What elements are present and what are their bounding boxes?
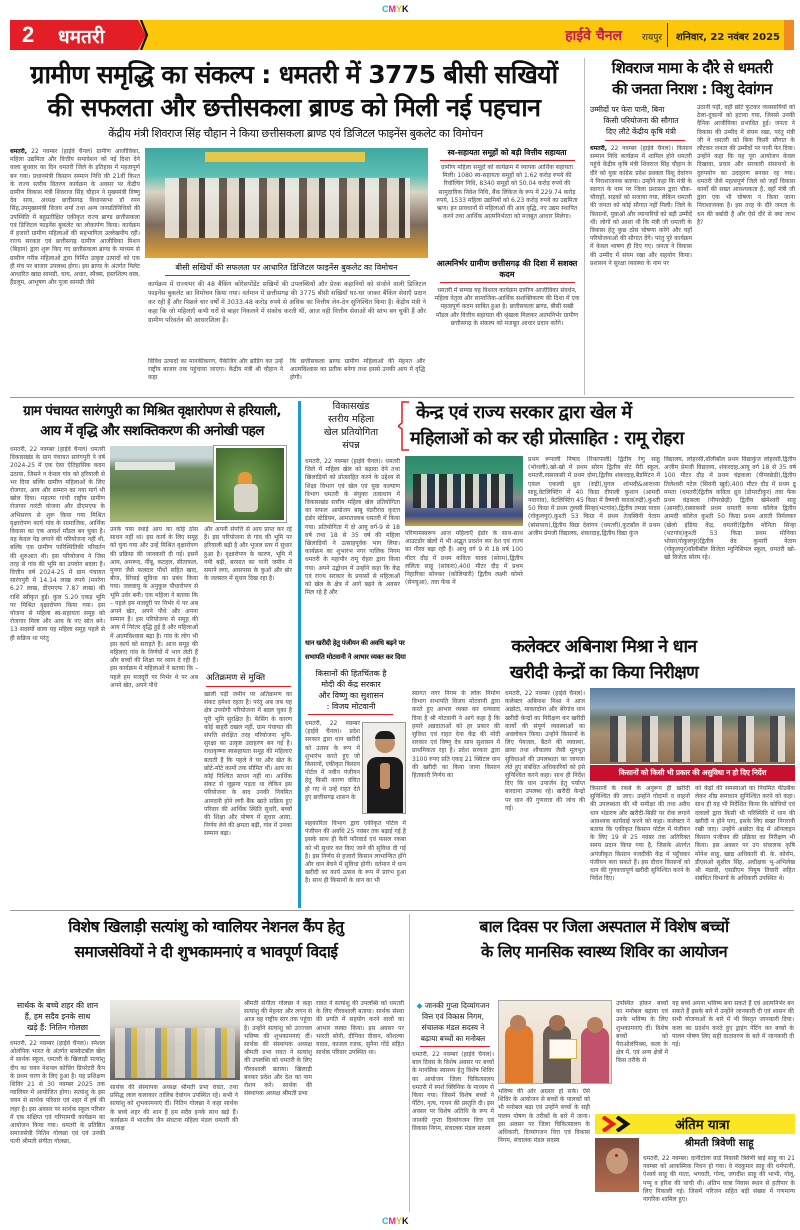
masthead-orange-tab	[784, 20, 794, 50]
story3-body-col1: धमतरी, 22 नवम्बर (हाईवे चैनल) धमतरी विकासखंड के ग्राम पंचायत सारंगपुरी ने वर्ष 2024-25 में एक ऐसा ऐतिहासिक कदम उठाया, जिसने न केवल गांव को हरियाली से भर दिया बल्कि ग्रामीण महिलाओं के लिए रोजगार, आय और सम्मान का नया मार्ग भी खोल दिया। महात्मा गांधी राष्ट्रीय ग्रामीण रोजगार गारंटी योजना और डीएमएफ के अभिसरण से शुरू किया गया मिश्रित वृक्षारोपण कार्य गांव के सामाजिक, आर्थिक विकास का एक आदर्श मॉडल बन चुका है। यह केवल पेड़ लगाने की परियोजना नहीं थी, बल्कि एक ग्रामीण पारिस्थितिकी परिवर्तन की शुरुआत थी। इस परियोजना ने जिस तरह से गांव की भूमि का उपयोग बदला है। वित्तीय वर्ष 2024-25 में ग्राम पंचायत सारंगपुरी में 14.14 लाख रुपये (मनरेगा 6.27 लाख, डीएमएफ 7.87 लाख) की राशि स्वीकृत हुई। कुल 5.20 एकड़ भूमि पर मिश्रित वृक्षारोपण किया गया। इस योजना से महिला स्व-सहायता समूह को रोजगार मिला और आय के नए स्रोत बने। 13 सदस्यों वाला यह महिला समूह पहले से ही सक्रिय था परंतु	[10, 446, 105, 642]
story5-headline: धान खरीदी हेतु पंजीयन की अवधि बढ़ने पर सभापति मोटवानी ने आभार व्यक्त कर दिया	[305, 639, 406, 661]
story6-headline: कलेक्टर अबिनाश मिश्रा ने धान खरीदी केन्द्रों का किया निरीक्षण	[509, 637, 699, 683]
story1-subheadline: केंद्रीय मंत्री शिवराज सिंह चौहान ने किया छत्तीसकला ब्राण्ड एवं डिजिटल फाइनेंस बुकलेट का विमोचन	[108, 127, 483, 140]
story5-portrait	[362, 722, 406, 814]
story4-body-left: धमतरी, 22 नवम्बर (हाईवे चैनल)। धमतरी जिले में महिला खेल को बढ़ावा देने तथा खिलाड़ियों को प्रोत्साहित करने के उद्देश्य से शिक्षा विभाग एवं खेल एवं युवा कल्याण विभाग धमतरी के संयुक्त तत्वाधान में विकासखंड स्तरीय महिला खेल प्रतियोगिता का सफल आयोजन बाबू पंडरीराव कृदत्त इंडोर स्टेडियम, आमातालाब धमतरी में किया गया। प्रतियोगिता में दो आयु वर्ग-9 से 18 वर्ष तथा 18 से 35 वर्ष की महिला खिलाड़ियों ने उत्साहपूर्वक भाग लिया। कार्यक्रम का शुभारंभ नगर पालिक निगम धमतरी के महापौर रामू रोहरा द्वारा किया गया। अपने उद्बोधन में उन्होंने कहा कि केंद्र एवं राज्य सरकार के प्रयासों से महिलाओं को खेल के क्षेत्र में आगे बढ़ने के अवसर मिल रहे हैं और	[305, 458, 400, 597]
cmyk-mark-bottom: CMYK	[382, 1216, 409, 1226]
double-chevron-icon	[601, 1116, 641, 1132]
story2-headline: शिवराज मामा के दौरे से धमतरी की जनता निराश : विशु देवांगन	[611, 59, 773, 98]
obituary-banner	[595, 1114, 795, 1134]
cmyk-mark-top: CMYK	[382, 4, 409, 14]
story8-body-bottom: भविष्य की ओर अग्रसर हो सके। ऐसे शिविर के आयोजन से बच्चों के पालकों को भी मनोबल बढ़ा एवं उन्होंने बच्चों के सही पालन पोषण के तरीकों के बारे में जाना। इस अवसर पर जिला चिकित्सालय के अधिकारी, दिव्यांगजन वित्त एवं विकास निगम, संचालक मंडल सदस्य	[498, 1088, 590, 1145]
obituary-portrait	[595, 1138, 639, 1192]
story1-sidehead2: आत्मनिर्भर ग्रामीण छत्तीसगढ़ की दिशा में सशक्त कदम	[436, 259, 578, 279]
story7-body-col4: रावत ने सत्यांशु की उपलब्धि को धमतरी के लिए गौरवशाली बताया। सार्थक संस्था की प्रगति में सहयोग करने वालों का आभार व्यक्त किया। इस अवसर पर भारती सोनी, दीपिका दीवान, कौशल्या यादव, काजल रजक, सुनैना गोंडे सहित सार्थक परिवार उपस्थित था।	[316, 1000, 404, 1057]
story5-body-right: स्वागत नगर निगम के लोक निर्माण विभाग सभापति विजय मोटवानी द्वारा करते हुए आभार व्यक्त कर धन्यवाद दिया है श्री मोटवानी ने आगे कहा है कि हमारे अन्नदाताओं को हर प्रकार की सुविधा एवं राहत देना केंद्र की मोदी सरकार एवं विष्णु देव साय सुशासन में प्राथमिकता रहा है। प्रदेश सरकार द्वारा 3100 रुपए प्रति एकड़ 21 क्विंटल धान की खरीदी का किया जाना किसान हितकारी निर्णय का	[412, 690, 500, 780]
story7-photo	[110, 1000, 240, 1080]
story4-kicker: विकासखंड स्तरीय महिला खेल प्रतियोगिता संपन्न	[323, 401, 379, 451]
story6-photo-caption: किसानों को किसी भी प्रकार की असुविधा न हो दिए निर्देश	[590, 765, 795, 781]
story8-photo	[498, 1000, 612, 1084]
story1-body-col1: धमतरी, 22 नवम्बर (हाईवे चैनल) ग्रामीण आजीविका, महिला उद्यमिता और वित्तीय समावेशन को नई दिशा देने वाला बुधवार का दिन धमतरी जिले के इतिहास में महत्वपूर्ण बन गया। प्रधानमंत्री किसान सम्मान निधि की 21वीं किश्त के राज्य स्तरीय वितरण कार्यक्रम के अवसर पर केंद्रीय ग्रामीण विकास मंत्री शिवराज सिंह चौहान ने मुख्यमंत्री विष्णु देव साय, अध्यक्ष छत्तीसगढ़ विधानसभा डॉ रमन सिंह,उपमुख्यमंत्री विजय शर्मा तथा अन्य जनप्रतिनिधियों की उपस्थिति में बहुप्रतीक्षित एकीकृत राज्य ब्राण्ड छत्तीसकला एवं डिजिटल फाइनेंस बुकलेट का लोकार्पण किया। कार्यक्रम में हजारों ग्रामीण महिलाओं की सहभागिता उल्लेखनीय रही। राज्य सरकार एवं छत्तीसगढ़ ग्रामीण आजीविका मिशन (बिहान) द्वारा शुरू किए गए छत्तीसकला ब्राण्ड के माध्यम से ग्रामीण गरीब महिलाओं द्वारा निर्मित उत्कृष्ट उत्पादों को एक ही मंच पर बाजार उपलब्ध होगा। इस ब्राण्ड के अंतर्गत मिलेट आधारित खाद्य सामग्री, चाय, अचार, स्नैक्स, हस्तशिल्प वस्त्र, हैंडलूम, आभूषण और पूजा सामग्री जैसे	[10, 148, 140, 287]
story7-body-col1: धमतरी, 22 नवम्बर (हाईवे चैनल)। स्पेशल ओलंपिक भारत के अंतर्गत बास्केटबॉल खेल में सार्थक स्कूल, धमतरी के खिलाड़ी सत्यांशु दीप का चयन नेशनल कोचिंग प्रिपरेटरी कैंप के प्रथम चरण के लिए हुआ है। यह प्रशिक्षण शिविर 21 से 30 नवम्बर 2025 तक ग्वालियर में आयोजित होगा। सत्यांशु के इस चयन से सार्थक परिवार एवं शहर में हर्ष की लहर है। इस अवसर पर सार्थक स्कूल परिसर में एक संक्षिप्त एवं गरिमामयी कार्यक्रम का आयोजन किया गया। धमतरी के प्रतिष्ठित समाजसेवी नितिन गोलछा एवं एवं उनकी पत्नी श्रीमती संगीता गोलछा,	[10, 1040, 105, 1146]
story3-photo-field	[110, 446, 213, 522]
story4-photo	[405, 456, 523, 526]
story6-photo	[590, 688, 795, 764]
bullet-icon: ◆	[416, 1001, 423, 1010]
story8-body-left: धमतरी, 22 नवम्बर (हाईवे चैनल)। बाल दिवस के विशेष अवसर पर बच्चों के मानसिक स्वास्थ्य हेतु विशेष शिविर का आयोजन जिला चिकित्सालय धमतरी में स्पर्श क्लिनिक के माध्यम से किया गया। जिसमें विशेष बच्चों ने पेंटिंग, नृत्य, गायन की प्रस्तुति दी। इस अवसर पर विशेष अतिथि के रूप में जानकी गुप्ता दिव्यांगजन वित्त एवं विकास निगम, संचालक मंडल सदस्य	[412, 1051, 494, 1132]
story3-body-col3-bottom: खाली पड़ी जमीन पर अतिक्रमण का संकट हमेशा रहता है। परंतु अब जब यह क्षेत्र उपयोगी परियोजना में बदल चुका है पूरी भूमि सुरक्षित है। फेंसिंग के कारण कोई बाहरी दखल नहीं, ग्राम पंचायत की संपत्ति संरक्षित तरह परियोजना भूमि-सुरक्षा का उत्कृष्ट उदाहरण बन गई है। राधाकृष्णा स्वसहायता समूह की महिलाएं बताती हैं कि पहले वे घर और खेत के छोटे-मोटे कामों तक सीमित थीं। आय का कोई निश्चित साधन नहीं था। आर्थिक संकट से जूझना पड़ता था लेकिन इस परियोजना के बाद उनकी नियमित आमदनी होने लगी बैंक खाते सक्रिय हुए परिवार की आर्थिक स्थिति सुधरी, बच्चों की शिक्षा और पोषण में सुधार आया, निर्णय लेने की क्षमता बढ़ी, गांव में उनका सम्मान बढ़ा।	[204, 691, 292, 838]
story1-photo	[145, 148, 428, 258]
story7-body-col3: श्रीमती संगीता गोलछा ने कहा सत्यांशु की मेहनत और लगन से आज वह राष्ट्रीय स्तर तक पहुंचा है। उन्होंने सत्यांशु को उज्ज्वल भविष्य की शुभकामनाएं दीं। सार्थक की संस्थापक अध्यक्ष श्रीमती प्रभा रावत ने सत्यांशु की उपलब्धि को धमतरी के लिए गौरवशाली बताया। खिलाड़ी बनकर प्रदेश और देश का नाम रोशन करें। सार्थक की संस्थापक अध्यक्ष श्रीमती प्रभा	[244, 1000, 312, 1098]
section-title: धमतरी	[58, 26, 105, 48]
story1-headline: ग्रामीण समृद्धि का संकल्प : धमतरी में 3775 बीसी सखियों की सफलता और छत्तीसकला ब्राण्ड को मिली नई पहचान	[30, 60, 558, 122]
story3-headline: ग्राम पंचायत सारंगपुरी का मिश्रित वृक्षारोपण से हरियाली, आय में वृद्धि और सशक्तिकरण की अनोखी पहल	[23, 403, 281, 439]
edition-city: रायपुर	[641, 33, 662, 43]
story7-headline: विशेष खिलाड़ी सत्यांशु को ग्वालियर नेशनल कैंप हेतु समाजसेवियों ने दी शुभकामनाएं व भावपूर्ण विदाई	[68, 917, 344, 961]
obituary-title: अंतिम यात्रा	[675, 1118, 730, 1133]
column-divider	[298, 401, 301, 908]
page-number: 2	[22, 22, 35, 47]
story8-headline: बाल दिवस पर जिला अस्पताल में विशेष बच्चों के लिए मानसिक स्वास्थ्य शिविर का आयोजन	[479, 917, 729, 961]
story2-deck: उम्मीदों पर फेरा पानी, बिना किसी परियोजना की सौगात दिए लौटे केंद्रीय कृषि मंत्री	[590, 105, 679, 136]
story6-body-left: धमतरी, 22 नवम्बर (हाईवे चैनल)। कलेक्टर अबिनाश मिश्रा ने आज अछोटा, माकरदोना और बेरेगांव धान खरीदी केन्द्रों का निरीक्षण कर खरीदी कार्यों की संपूर्ण व्यवस्थाओं का अवलोकन किया। उन्होंने किसानों के लिए पेयजल, बैठने की व्यवस्था, छाया तथा शौचालय जैसी मूलभूत सुविधाओं की उपलब्धता का जायजा लेते हुए संबंधित अधिकारियों को इसे सुनिश्चित करने कहा। साथ ही निर्देश दिए कि धान उपार्जन हेतु पर्याप्त बारदाना उपलब्ध रहे। खरीदी केन्द्रों पर धान की गुणवत्ता की जांच की गई।	[505, 690, 585, 812]
story6-body-col2: किसानों के रकबे के अनुरूप ही खरीदी सुनिश्चित की जाए। उन्होंने गोदामों व वाहनों की उपलब्धता की भी समीक्षा की तथा अवैध धान भंडारण और खरीदी-बिक्री पर रोक लगाने आवश्यक कार्यवाई करने को कहा। कलेक्टर ने बताया कि एकीकृत किसान पोर्टल में पंजीयन के लिए 19 से 25 नवंबर तक अतिरिक्त समय प्रदान किया गया है, जिसके अंतर्गत अपंजीकृत किसान नजदीकी केंद्र में पहुँचकर पंजीयन करा सकते हैं। इस दौरान किसानों को धान की गुणवत्तापूर्ण खरीदी सुनिश्चित करने के निर्देश दिए।	[590, 785, 690, 883]
obituary-name: श्रीमती त्रिवेणी साहू	[684, 1138, 754, 1149]
chevron-right-icon	[140, 20, 148, 50]
story7-body-col2: सार्थक की संस्थापक अध्यक्ष श्रीमती प्रभा रावत, तथा प्रसिद्ध लाल कलाकार तालिब देवांगन उपस्थित रहे। सभी ने सत्यांशु को शुभकामनाएं दीं। नितिन गोलछा ने कहा सार्थक के बच्चे शहर की शान हैं हम सदैव इनके साथ खड़े हैं। कार्यक्रम में भारतीय जैन संघटना महिला मंडल धमतरी की अध्यक्ष	[110, 1084, 238, 1133]
story2-body-left: धमतरी, 22 नवम्बर (हाईवे चैनल)। किसान सम्मान निधि कार्यक्रम में शामिल होने धमतरी पहुंचे केंद्रीय कृषि मंत्री शिवराज सिंह चौहान के दौरे को युवा कांग्रेस प्रदेश प्रवक्ता विशु देवांगन ने निराशाजनक बताया। उन्होंने कहा कि मंत्री के स्वागत के नाम पर जिला प्रशासन द्वारा चौक-चौराहों, सड़कों को सजाया गया, लेकिन धमतरी की जनता को कोई सौगात नहीं मिली। जिले के किसानों, युवाओं और व्यापारियों को बड़ी उम्मीदें थीं। लोगों को आशा थी कि मंत्री जी धमतरी के विकास हेतु कुछ ठोस घोषणा करेंगे और यहाँ परियोजनाओं की सौगात देंगे। परंतु पूरे कार्यक्रम में केवल भाषण ही दिए गए। जनता ने विकास की उम्मीद में संयम रखा और सहयोग किया। प्रशासन ने सुरक्षा व्यवस्था के नाम पर	[590, 145, 692, 267]
story1-photo-caption: बीसी सखियों की सफलता पर आधारित डिजिटल फाइनेंस बुकलेट का विमोचन	[175, 263, 398, 272]
story3-subhead: अतिक्रमण से मुक्ति	[206, 673, 266, 683]
kicker-bracket	[398, 400, 410, 452]
masthead	[10, 20, 794, 50]
story6-body-col3: को केंद्रों की समस्याओं का नियमित फीडबैक लेकर शीघ्र समाधान सुनिश्चित करने को कहा। साथ ही यह भी निर्देशित किया कि कोचियों एवं दलालों द्वारा किसी भी परिस्थिति में धान की खरीदी न होने पाए, इसके लिए सख्त निगरानी रखी जाए। उन्होंने अछोटा केंद्र में ऑनलाइन किसान पंजीयन की प्रक्रिया का निरीक्षण भी किया। इस अवसर पर उप संचालक कृषि मोनेश साहू, खाद्य अधिकारी बी. के. कोर्राम, डीएसओ सुशील सिंह, अधीक्षक भू-अभिलेख श्री मंडावी, एसडीएम पियूष तिवारी सहित संबंधित विभागों के अधिकारी उपस्थित थे।	[695, 785, 795, 883]
story3-body-col2: उनके पास स्थाई आय का कोई ठोस साधन नहीं था। इस कार्य के लिए समूह को चुना गया और उन्हें मिश्रित वृक्षारोपण की प्रक्रिया की जानकारी दी गई। इसमें आम, अमरूद, नींबू, कटहल, सीताफल, मुनगा जैसे फलदार पौधों सहित खाद, बीज, सिंचाई सुविधा का प्रबंध किया गया। जलवायु के अनुकूल पौधारोपण से भूमि उर्वर बनी। एक महिला ने बताया कि – पहले हम मजदूरी पर निर्भर थे पर अब अपने खेत, अपने पौधे और अपना सम्मान है। इस परियोजना से समूह की आय में निरंतर वृद्धि हुई है और महिलाओं में आत्मविश्वास बढ़ा है। गांव के लोग भी इस कार्य को सराहते हैं। आज समूह की महिलाएं गांव के निर्णयों में भाग लेती हैं और बच्चों की शिक्षा पर ध्यान दे रही हैं। इस कार्यक्रम में महिलाओं ने बताया कि – पहले हम मजदूरी पर निर्भर थे पर अब अपने खेत, अपने पौधे	[110, 526, 198, 689]
story5-body-left: धमतरी, 22 नवम्बर (हाईवे चैनल)। प्रदेश सरकार द्वारा धान खरीदी को उत्सव के रूप में शुभारंभ करते हुए जो किसानों, एकीकृत किसान पोर्टल में नवीन पंजीयन हेतु किसी कारण वंचित हो गए थे उन्हें राहत देते हुए छत्तीसगढ़ शासन के	[305, 720, 360, 801]
story5-body-bottom: सहकारिता विभाग द्वारा एकीकृत पोर्टल में पंजीयन की अवधि 25 नवंबर तक बढ़ाई गई है इसके साथ ही कैरी फॉरवार्ड एवं फसल रकबा को भी सुधार कर किए जाने की सुविधा दी गई है। इस निर्णय से हजारों किसान लाभान्वित होंगे और धान बेचने में सुविधा होगी। वर्तमान में धान खरीदी का कार्य उत्सव के रूप में प्रारंभ हुआ है। साथ ही किसानों के धान का भी	[305, 820, 406, 885]
story1-body-bottom-right: कि छत्तीसकला ब्राण्ड ग्रामीण महिलाओं की मेहनत और आत्मविश्वास का प्रतीक बनेगा तथा इससे उनकी आय में वृद्धि होगी।	[290, 358, 425, 382]
story1-sidebody1: ग्रामीण महिला समूहों को कार्यक्रम में व्यापक आर्थिक सहायता मिली। 1080 स्व-सहायता समूहों को 1.62 करोड़ रुपये की रिवॉल्विंग निधि, 8340 समूहों को 50.04 करोड़ रुपये की सामुदायिक निवेश निधि, बैंक लिंकेज के रूप में 229.74 करोड़ रुपये, 1533 महिला उद्यमियों को 6.23 करोड़ रुपये का उद्यमिता ऋण। इन प्रावधानों से महिलाओं की आय वृद्धि, नए उद्यम स्थापित करने तथा आर्थिक आत्मनिर्भरता को मजबूत आधार मिलेगा।	[436, 164, 578, 221]
story8-deck: ◆ जानकी गुप्ता दिव्यांगजन वित्त एवं विकास निगम, संचालक मंडल सदस्य ने बढ़ाया बच्चों का मनोबल	[416, 1001, 490, 1043]
story8-body-col2: उपस्थित होकर बच्चों का मनोबल बढ़ाया एवं उनके भविष्य के लिए शुभकामनाएं दीं। विशेष बच्चों को पैराओलंपिक्स, कला के क्षेत्र में, एवं अन्य क्षेत्रों में किस तरीके से	[616, 1000, 668, 1065]
story5-deck: किसानों की हितचिंतक है मोदी की केंद्र सरकार और विष्णु का सुशासन : विजय मोटवानी	[315, 669, 387, 711]
story3-photo-worker	[214, 446, 286, 522]
story4-headline: केन्द्र एवं राज्य सरकार द्वारा खेल में महिलाओं को कर रही प्रोत्साहित : रामू रोहरा	[410, 402, 684, 449]
story4-body-col3: प्रथम रूपाली निषाद (रिकापाली) द्वितीय रेणु साहू (भोथली),खो-खो में प्रथम सोरम द्वितीय सेंट मैरी स्कूल, धमतरी,रस्साकसी में प्रथम दोमा,द्वितीय शंकरदाह,बैडमिंटन में एकल एकल्वी ध्रुव (रुद्री),युगल शांभवी&आराध्या साहू,वेटलिफ्टिंग में 40 किग्रा दीपाली कुशान (आमदी नवागांव), वेटलिफ्टिंग 45 किग्रा में वैष्णवी यादव(रुद्री),कुश्ती 50 किग्रा में प्रथम तुलसी सिन्हा(भटगांव),द्वितीय तमन्ना यादव (गोकुलपुर),कुश्ती 53 किग्रा में प्रथम तेजस्विनी नेताम (बांसपारा),द्वितीय विद्या देवांगन (धमतरी),फुटबॉल में प्रथम अजीम प्रेमजी विद्यालय, शंकरदाह,द्वितीय विद्या कुंज	[528, 456, 660, 537]
story8-body-col3: यह बच्चे अपना भविष्य बना सकते हैं एवं आत्मनिर्भर बन सकते हैं इसके बारे में उन्होंने जानकारी दी एवं शासन की सभी योजनाओं के बारे में भी विस्तृत जानकारी दिया। कला का प्रदर्शन करते हुए ड्राइंग पेंटिंग कर बच्चों के पालन पोषण लिए सही वातावरण के बारे में जानकारी दी गई।	[672, 1000, 794, 1049]
obituary-body: धमतरी, 22 नवम्बर। दानीटोला वार्ड निवासी त्रिवेणी बाई साहू का 21 नवम्बर को आकस्मिक निधन हो गया। वे नंदकुमार साहू की धर्मपत्नी, ऐश्वर्य साहू की माता, भगवती, गोन्द, जगदीश साहू की भाभी, गोलू, पप्पू व हरिश की चाची थी। अंतिम यात्रा निवास स्थान से हतीपार के लिए निकाली गई। जिसमें परिजन सहित बड़ी संख्या में गणमान्य नागरिक शामिल हुए।	[643, 1155, 795, 1204]
story4-body-mid: परिणामस्वरूप आज महिलाएँ इंडोर के साथ-साथ आउटडोर खेलों में भी अद्भुत प्रदर्शन कर देश एवं राज्य का गौरव बढ़ा रही हैं। आयु वर्ग 9 से 18 वर्ष 100 मीटर दौड़ में प्रथम कविता यादव (सोरम),द्वितीय ललिता साहू (सांकरा),400 मीटर दौड़ में प्रथम निहारिका सोनकर (कोलियारी) द्वितीय लक्ष्मी कोमरे (सेनचुआ), तवा फेंक में	[405, 530, 523, 587]
story3-body-col3-top: और अपनी संपत्ति से आय प्राप्त कर रहे हैं। इस परियोजना से गांव की भूमि पर हरियाली बढ़ी है और भूजल स्तर में सुधार हुआ है। वृक्षारोपण के कारण, भूमि में नमी बढ़ी, बरसात का पानी जमीन में समाने लगा, आसपास के कुओं और बोर के जलस्तर में सुधार दिख रहा है।	[204, 526, 292, 583]
story7-deck: सार्थक के बच्चे शहर की शान हैं, हम सदैव इनके साथ खड़े हैं: नितिन गोलछा	[16, 1001, 99, 1032]
brand-logo: हाईवे चैनल	[565, 28, 622, 44]
story1-body-bottom-left: विविध उत्पादों का मानकीकरण, पैकेजिंग और ब्रांडिंग कर उन्हें राष्ट्रीय बाजार तक पहुंचाया जाएगा। केंद्रीय मंत्री श्री चौहान ने कहा	[148, 358, 283, 382]
story1-sidehead1: स्व-सहायता समूहों को बड़ी वित्तीय सहायता	[447, 148, 567, 157]
issue-date: शनिवार, 22 नवंबर 2025	[675, 32, 780, 43]
story1-body-center: कार्यक्रम में राज्यभर की 48 बैंकिंग कोरेसपोंडेंट सखियों की उपलब्धियों और प्रेरक कहानियों को संजोने वाली डिजिटल फाइनेंस बुकलेट का विमोचन किया गया। वर्तमान में छत्तीसगढ़ की 3775 बीसी सखियाँ घर-घर जाकर बैंकिंग सेवाएँ प्रदान कर रही हैं और पिछले चार वर्षों में 3033.48 करोड़ रुपये से अधिक का वित्तीय लेन-देन सुनिश्चित किया है। केंद्रीय मंत्री ने कहा कि जो महिलाएँ कभी घरों से बाहर निकलने में संकोच करती थीं, आज वही वित्तीय सेवाओं की स्तंभ बन चुकी हैं और ग्रामीण परिवर्तन की आधारशिला हैं।	[148, 281, 426, 324]
story4-body-col4: विद्यालय, लोहरसी,वॉलीबॉल प्रथम विद्याकुंज लोहरसी,द्वितीय अजीम प्रेमजी विद्यालय, शंकरदाह,आयु वर्ग 18 से 35 वर्ष 100 मीटर दौड़ में प्रथम चंद्रकला (पीपरछेड़ी),द्वितीय तिलेश्वरी पटेल (सिवनी खुर्द),400 मीटर दौड़ में प्रथम द्रू ममता (धमतरी)द्वितीय कविता ध्रुव (डोमरटीकुर) तवा फेंक प्रथम चंद्रकला (पीपरछेड़ी) द्वितीय खेमेश्वरी साहू (आमदी),रस्साकसी प्रथम धमतरी कन्या कॉलेज द्वितीय आमदी कॉलेज कुश्ती 50 किग्रा प्रथम आरती निर्मलकर (खेलो इंडिया केंद्र, धमतरी)द्वितीय मोनिता सिन्हा (भटगांव)कुश्ती 53 किग्रा प्रथम मोनिका भोयर(गोकुलपुर)द्वितीय वेद कुमारी नेताम (गोकुलपुर)वॉलीबॉल विजेता म्युनिसिपल स्कूल, धमतरी खो-खो विजेता सोरम रहे।	[664, 456, 796, 562]
story2-body-right: उठानी पड़ी, वहीं छोटे फुटकर व्यवसायियों को ठेला-दुकानों को हटाया गया, जिससे उनकी दैनिक आजीविका प्रभावित हुई। जनता ने विकास की उम्मीद में संयम रखा, परंतु मंत्री जी ने धमतरी को बिना किसी सौगात के लौटकर जनता की उम्मीदों पर पानी फेर दिया। उन्होंने कहा कि यह पूरा आयोजन केवल दिखावा, प्रचार और सरकारी संसाधनों के दुरुपयोग का उदाहरण बनकर रह गया। धमतरी जैसे महत्वपूर्ण जिले को जहाँ विकास कार्यों की सख्त आवश्यकता है, वहाँ मंत्री जी द्वारा एक भी घोषणा न किया जाना निराशाजनक है। इस तरह के दौरे जनता के धन की बर्बादी हैं और ऐसे दौरे से क्या लाभ है?	[697, 104, 795, 226]
story1-sidebody2: धमतरी में सम्पन्न यह विशाल कार्यक्रम ग्रामीण आजीविका संवर्धन, महिला नेतृत्व और सामाजिक-आर्थिक सशक्तिकरण की दिशा में एक महत्वपूर्ण कदम साबित हुआ है। छत्तीसकला ब्राण्ड, बीसी सखी मॉडल और वित्तीय सहायता की श्रृंखला मिलकर आत्मनिर्भर ग्रामीण छत्तीसगढ़ के संकल्प को मजबूत आधार प्रदान करेंगे।	[434, 287, 580, 327]
